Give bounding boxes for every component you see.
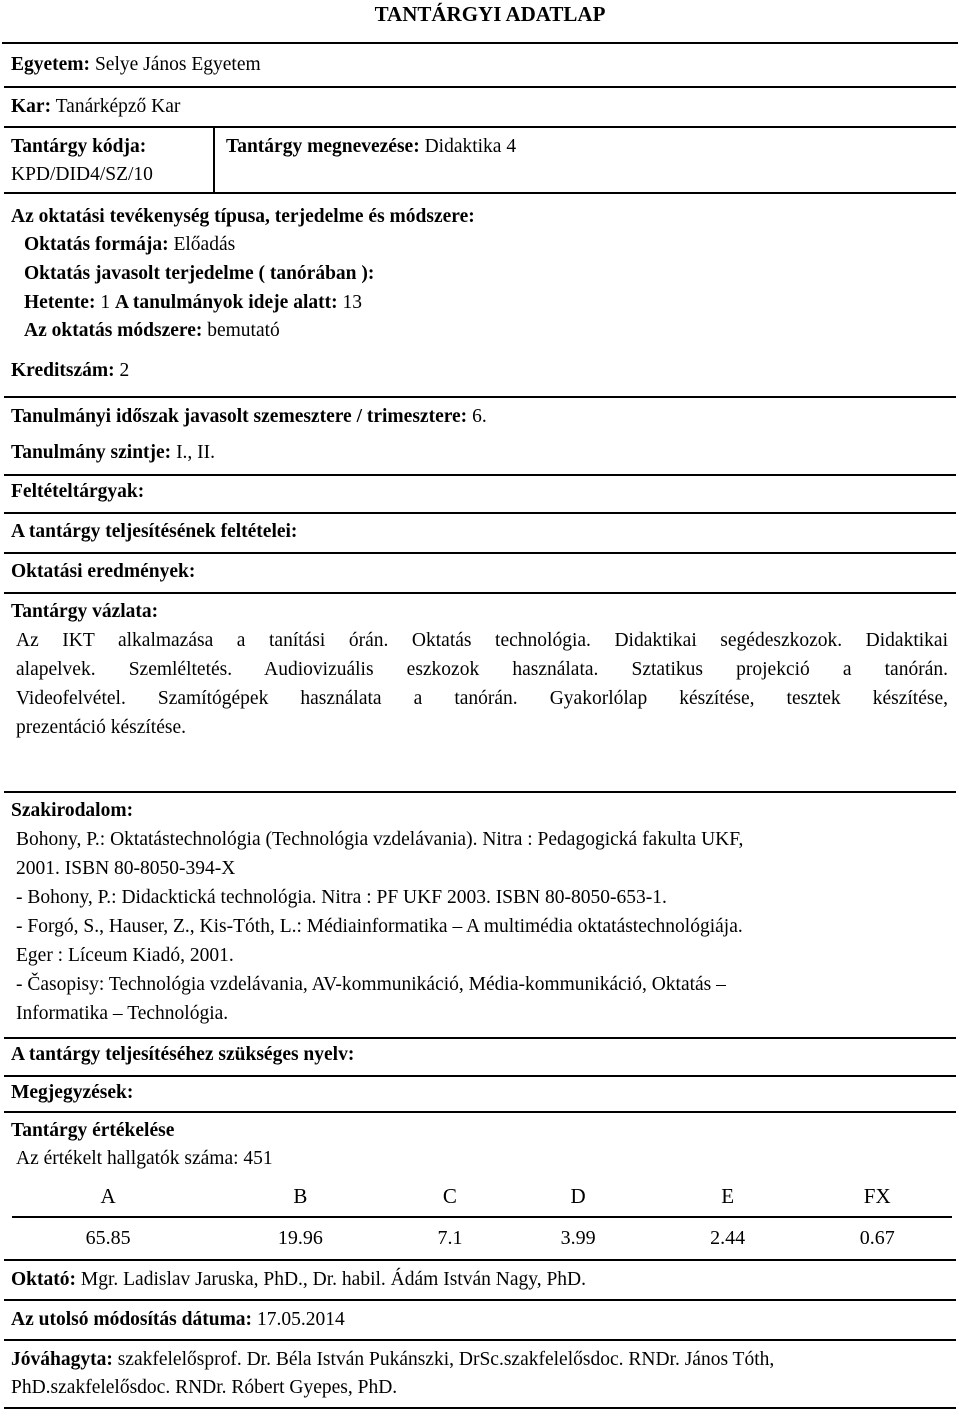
grade-percentage: 7.1: [437, 1226, 463, 1249]
course-name-value: Didaktika 4: [424, 136, 517, 157]
credits-value: 2: [119, 360, 130, 381]
approved-label: Jóváhagyta:: [11, 1349, 113, 1370]
course-name-label: Tantárgy megnevezése:: [226, 136, 420, 157]
course-code-value: KPD/DID4/SZ/10: [11, 164, 153, 185]
requirements-label: A tantárgy teljesítésének feltételei:: [11, 521, 298, 542]
grade-letter: B: [204, 1176, 396, 1217]
literature-line: - Časopisy: Technológia vzdelávania, AV-kommunikáció, Média-kommunikáció, Oktatás –: [16, 974, 726, 995]
last-modified-value: 17.05.2014: [256, 1309, 345, 1330]
activity-heading: Az oktatási tevékenység típusa, terjedelme és módszere:: [11, 206, 475, 227]
outline-line: Az IKT alkalmazása a tanítási órán. Oktatás technológia. Didaktikai segédeszkozok. Didaktikai: [16, 630, 948, 651]
weekly-value: 1: [100, 292, 111, 313]
last-modified-row: [4, 1301, 956, 1341]
literature-line: 2001. ISBN 80-8050-394-X: [16, 858, 236, 879]
literature-line: - Forgó, S., Hauser, Z., Kis-Tóth, L.: Médiainformatika – A multimédia oktatástechnológiája.: [16, 916, 743, 937]
teacher-row: [4, 1261, 956, 1301]
evaluated-count: Az értékelt hallgatók száma: 451: [16, 1148, 273, 1169]
approved-row: [4, 1341, 956, 1409]
grade-percentage: 19.96: [277, 1226, 323, 1249]
teaching-scope-label: Oktatás javasolt terjedelme ( tanórában ):: [24, 263, 375, 284]
document-title: TANTÁRGYI ADATLAP: [374, 2, 606, 26]
grade-letter: FX: [802, 1176, 952, 1217]
level-label: Tanulmány szintje:: [11, 442, 172, 463]
course-sheet: [2, 42, 958, 1398]
credits-label: Kreditszám:: [11, 360, 115, 381]
weekly-label: Hetente:: [24, 292, 96, 313]
teaching-form-value: Előadás: [173, 234, 236, 255]
course-id-row: [4, 128, 956, 194]
language-row: [4, 1039, 956, 1077]
requirements-row: [4, 514, 956, 554]
outline-line: prezentáció készítése.: [16, 717, 186, 738]
grade-letter: C: [397, 1176, 504, 1217]
notes-label: Megjegyzések:: [11, 1082, 134, 1103]
course-code-cell: [4, 128, 215, 192]
outcomes-label: Oktatási eredmények:: [11, 561, 196, 582]
approved-line-2: PhD.szakfelelősdoc. RNDr. Róbert Gyepes, PhD.: [11, 1377, 398, 1398]
outline-line: alapelvek. Szemléltetés. Audiovizuális eszkozok használata. Sztatikus projekció a tanórán.: [16, 659, 948, 680]
outcomes-row: [4, 554, 956, 594]
literature-line: - Bohony, P.: Didacktická technológia. Nitra : PF UKF 2003. ISBN 80-8050-653-1.: [16, 887, 667, 908]
prerequisites-row: [4, 476, 956, 514]
approved-line-1: szakfelelősprof. Dr. Béla István Pukánszki, DrSc.szakfelelősdoc. RNDr. János Tóth,: [117, 1349, 775, 1370]
grade-percentage: 2.44: [710, 1226, 746, 1249]
grade-percentage: 65.85: [85, 1226, 131, 1249]
outline-label: Tantárgy vázlata:: [11, 601, 159, 622]
faculty-label: Kar:: [11, 96, 52, 117]
method-label: Az oktatás módszere:: [24, 320, 203, 341]
grade-header-row: [12, 1176, 952, 1217]
grade-letter: A: [12, 1176, 204, 1217]
prerequisites-label: Feltételtárgyak:: [11, 481, 145, 502]
semester-row: [4, 398, 956, 476]
outline-line: Videofelvétel. Szamítógépek használata a tanórán. Gyakorlólap készítése, tesztek készítése,: [16, 688, 948, 709]
literature-label: Szakirodalom:: [11, 800, 134, 821]
teacher-value: Mgr. Ladislav Jaruska, PhD., Dr. habil. Ádám István Nagy, PhD.: [80, 1269, 587, 1290]
teaching-form-label: Oktatás formája:: [24, 234, 169, 255]
grade-distribution-table: [12, 1176, 952, 1258]
activity-row: [4, 194, 956, 398]
method-value: bemutató: [207, 320, 280, 341]
literature-line: Eger : Líceum Kiadó, 2001.: [16, 945, 234, 966]
literature-line: Bohony, P.: Oktatástechnológia (Technológia vzdelávania). Nitra : Pedagogická fakulta UKF,: [16, 829, 744, 850]
course-code-label: Tantárgy kódja:: [11, 136, 147, 157]
language-label: A tantárgy teljesítéséhez szükséges nyelv:: [11, 1044, 355, 1065]
faculty-value: Tanárképző Kar: [55, 96, 181, 117]
semester-value: 6.: [472, 406, 487, 427]
grade-percentage: 3.99: [560, 1226, 596, 1249]
grade-percentage: 0.67: [859, 1226, 895, 1249]
literature-line: Informatika – Technológia.: [16, 1003, 229, 1024]
university-label: Egyetem:: [11, 54, 91, 75]
grade-percentage-row: [12, 1217, 952, 1258]
total-value: 13: [342, 292, 362, 313]
outline-row: [4, 594, 956, 793]
university-row: [4, 44, 956, 88]
grade-letter: E: [653, 1176, 803, 1217]
grade-letter: D: [503, 1176, 653, 1217]
last-modified-label: Az utolsó módosítás dátuma:: [11, 1309, 253, 1330]
total-label: A tanulmányok ideje alatt:: [114, 292, 338, 313]
semester-label: Tanulmányi időszak javasolt szemesztere / trimesztere:: [11, 406, 468, 427]
teacher-label: Oktató:: [11, 1269, 76, 1290]
university-value: Selye János Egyetem: [94, 54, 261, 75]
notes-row: [4, 1077, 956, 1113]
literature-row: [4, 793, 956, 1039]
evaluation-row: [4, 1113, 956, 1261]
evaluation-label: Tantárgy értékelése: [11, 1120, 175, 1141]
level-value: I., II.: [176, 442, 216, 463]
faculty-row: [4, 88, 956, 128]
